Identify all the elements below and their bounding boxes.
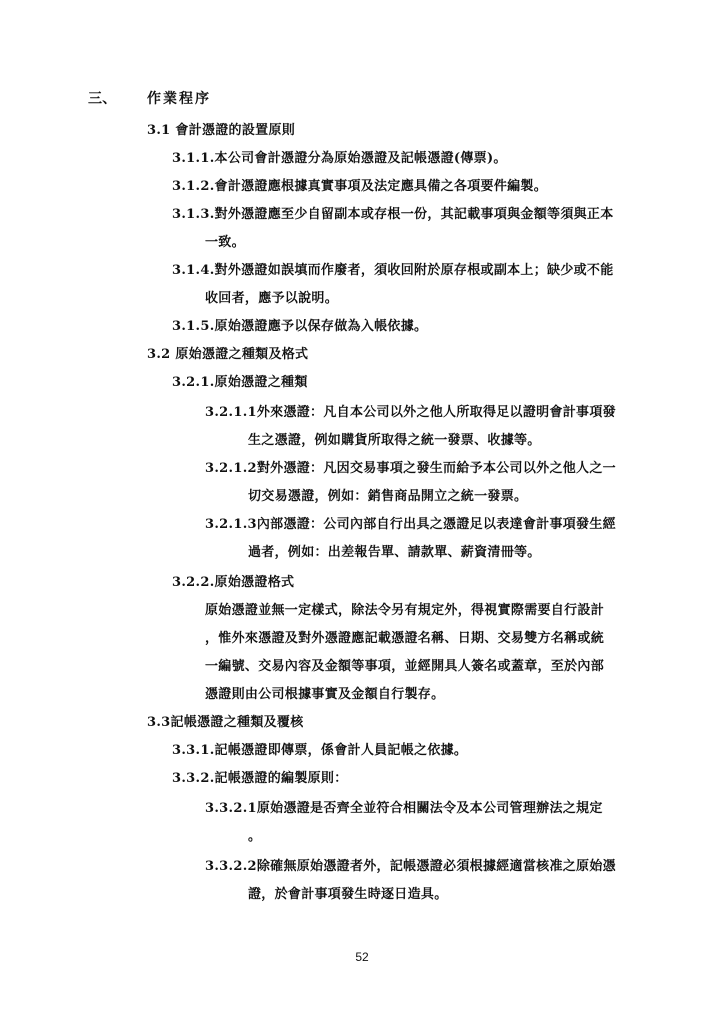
type-3-2-1-1: 3.2.1.1外來憑證：凡自本公司以外之他人所取得足以證明會計事項發 (205, 405, 616, 420)
rule-3-3-2-1-cont: 。 (248, 829, 262, 844)
item-3-1-4: 3.1.4.對外憑證如誤填而作廢者，須收回附於原存根或副本上；缺少或不能 (172, 263, 614, 278)
heading-3-1: 3.1 會計憑證的設置原則 (147, 123, 296, 138)
item-3-1-3-cont: 一致。 (205, 235, 245, 250)
rule-3-3-2-1: 3.3.2.1原始憑證是否齊全並符合相關法令及本公司管理辦法之規定 (205, 801, 603, 816)
format-para-line-1: 原始憑證並無一定樣式，除法令另有規定外，得視實際需要自行設計 (205, 603, 605, 618)
format-para-line-2: ，惟外來憑證及對外憑證應記載憑證名稱、日期、交易雙方名稱或統 (205, 631, 605, 646)
item-3-3-2: 3.3.2.記帳憑證的編製原則： (172, 771, 348, 786)
heading-3-3: 3.3記帳憑證之種類及覆核 (147, 715, 304, 730)
item-3-2-1: 3.2.1.原始憑證之種類 (172, 375, 308, 390)
type-3-2-1-3: 3.2.1.3內部憑證：公司內部自行出具之憑證足以表達會計事項發生經 (205, 517, 616, 532)
item-3-1-3: 3.1.3.對外憑證應至少自留副本或存根一份，其記載事項與金額等須與正本 (172, 207, 614, 222)
heading-3-2: 3.2 原始憑證之種類及格式 (147, 347, 309, 362)
item-3-1-1: 3.1.1.本公司會計憑證分為原始憑證及記帳憑證(傳票)。 (172, 151, 507, 166)
item-3-1-2: 3.1.2.會計憑證應根據真實事項及法定應具備之各項要件編製。 (172, 179, 548, 194)
item-3-1-4-cont: 收回者，應予以說明。 (205, 291, 339, 306)
section-number: 三、 (88, 91, 117, 107)
page-number: 52 (355, 950, 369, 964)
rule-3-3-2-2: 3.3.2.2除確無原始憑證者外，記帳憑證必須根據經適當核准之原始憑 (205, 859, 616, 874)
type-3-2-1-1-cont: 生之憑證，例如購貨所取得之統一發票、收據等。 (248, 433, 541, 448)
item-3-1-5: 3.1.5.原始憑證應予以保存做為入帳依據。 (172, 319, 428, 334)
format-para-line-3: 一編號、交易內容及金額等事項，並經開具人簽名或蓋章，至於內部 (205, 659, 605, 674)
type-3-2-1-2: 3.2.1.2對外憑證：凡因交易事項之發生而給予本公司以外之他人之一 (205, 461, 616, 476)
rule-3-3-2-2-cont: 證，於會計事項發生時逐日造具。 (248, 887, 448, 902)
item-3-3-1: 3.3.1.記帳憑證即傳票，係會計人員記帳之依據。 (172, 743, 468, 758)
type-3-2-1-2-cont: 切交易憑證，例如：銷售商品開立之統一發票。 (248, 489, 528, 504)
item-3-2-2: 3.2.2.原始憑證格式 (172, 575, 295, 590)
type-3-2-1-3-cont: 過者，例如：出差報告單、請款單、薪資清冊等。 (248, 545, 541, 560)
section-title: 作業程序 (147, 91, 211, 107)
format-para-line-4: 憑證則由公司根據事實及金額自行製存。 (205, 687, 445, 702)
